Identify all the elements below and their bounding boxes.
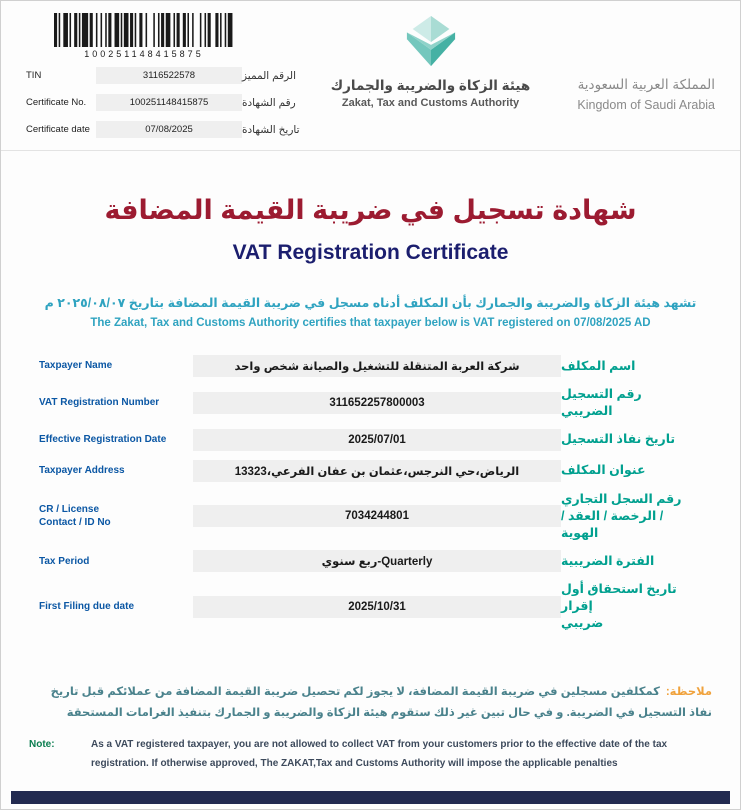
certificate-date-label-ar: تاريخ الشهادة: [242, 123, 300, 136]
authority-name-ar: هيئة الزكاة والضريبة والجمارك: [330, 78, 531, 93]
cr-license-value: 7034244801: [193, 505, 561, 527]
first-filing-label-ar: [561, 581, 702, 632]
kingdom-name-en: Kingdom of Saudi Arabia: [577, 98, 715, 112]
field-row-cr-license: [39, 491, 702, 542]
first-filing-value: 2025/10/31: [193, 596, 561, 618]
address-label-en: Taxpayer Address: [39, 465, 125, 476]
field-row-effective-registration-date: [39, 429, 702, 451]
note-ar: [29, 682, 712, 723]
cr-license-label-en: [39, 503, 185, 530]
tax-period-label-en: Tax Period: [39, 555, 90, 567]
footer-bar: [11, 791, 730, 804]
note-label-en: Note:: [29, 739, 55, 751]
certificate-date-value: 07/08/2025: [96, 121, 242, 138]
kingdom-name-ar: المملكة العربية السعودية: [577, 77, 715, 92]
field-row-taxpayer-name: [39, 355, 702, 377]
first-filing-label-ar-line1: تاريخ استحقاق أول إقرار: [561, 582, 677, 614]
meta-row-certificate-no: [26, 94, 328, 111]
certificate-no-label-ar: رقم الشهادة: [242, 96, 296, 109]
cr-license-label-en-line2: Contact / ID No: [39, 517, 111, 529]
certification-statement-ar: تشهد هيئة الزكاة والضريبة والجمارك بأن المكلف أدناه مسجل في ضريبة القيمة المضافة بتاريخ ٢٠٢٥/٠٨/٠٧ م: [44, 296, 697, 310]
tin-label-ar: الرقم المميز: [242, 69, 297, 82]
meta-row-certificate-date: [26, 121, 328, 138]
first-filing-label-en: First Filing due date: [39, 600, 135, 612]
address-value: الرياض،حي النرجس،عثمان بن عفان الفرعي،13323: [193, 460, 561, 482]
certificate-title-en: VAT Registration Certificate: [232, 241, 509, 264]
certificate-no-label-en: Certificate No.: [26, 97, 87, 108]
certificate-title-ar: شهادة تسجيل في ضريبة القيمة المضافة: [104, 195, 637, 225]
cr-license-label-en-line1: CR / License: [39, 503, 100, 515]
tin-label-en: TIN: [26, 70, 42, 81]
field-row-taxpayer-address: [39, 460, 702, 482]
cr-license-label-ar-line1: رقم السجل التجاري: [561, 491, 682, 506]
vat-number-value: 311652257800003: [193, 392, 561, 414]
authority-block: [328, 13, 533, 150]
effective-date-label-ar: تاريخ نفاذ التسجيل: [561, 432, 676, 447]
cr-license-label-ar-line2: / الرخصة / العقد / الهوية: [561, 508, 664, 540]
header-meta-block: [26, 13, 328, 150]
certificate-date-label-en: Certificate date: [26, 124, 90, 135]
header: [1, 1, 740, 151]
kingdom-block: [533, 13, 715, 150]
taxpayer-name-value: شركة العربة المتنقلة للتشغيل والصيانة شخص واحد: [193, 355, 561, 377]
barcode: [54, 13, 234, 47]
taxpayer-name-label-en: Taxpayer Name: [39, 360, 113, 372]
note-text-en: As a VAT registered taxpayer, you are not allowed to collect VAT from your customers prior to the effective date of the tax registration. If otherwise approved, The ZAKAT,Tax and Customs Authority will impose the applicable penalties: [91, 739, 668, 770]
first-filing-label-ar-line2: ضريبي: [561, 616, 604, 631]
address-label-ar: عنوان المكلف: [561, 463, 646, 478]
barcode-digits: 100251148415875: [84, 49, 204, 59]
field-row-tax-period: [39, 550, 702, 572]
effective-date-value: 2025/07/01: [193, 429, 561, 451]
taxpayer-name-label-ar: اسم المكلف: [561, 358, 636, 373]
note-text-ar: كمكلفين مسجلين في ضريبة القيمة المضافة، لا يجوز لكم تحصيل ضريبة القيمة المضافة من عملائكم قبل تاريخ نفاذ التسجيل في الضريبة. و في حال تبين غير ذلك ستقوم هيئة الزكاة والضريبة و الجمارك بتنفيذ الغرامات المستحقة: [50, 686, 712, 719]
cr-license-label-ar: [561, 491, 702, 542]
taxpayer-fields: [39, 355, 702, 632]
note-label-ar: ملاحظة:: [665, 686, 712, 698]
vat-number-label-ar: رقم التسجيل الضريبي: [561, 387, 642, 418]
authority-name-en: Zakat, Tax and Customs Authority: [341, 97, 520, 109]
field-row-first-filing-due-date: [39, 581, 702, 632]
certificate-no-value: 100251148415875: [96, 94, 242, 111]
tax-period-value: ربع سنوي-Quarterly: [193, 550, 561, 572]
certification-statement-en: The Zakat, Tax and Customs Authority certifies that taxpayer below is VAT registered on 07/08/2025 AD: [90, 317, 651, 329]
vat-number-label-en: VAT Registration Number: [39, 397, 160, 409]
meta-row-tin: [26, 67, 328, 84]
field-row-vat-registration-number: [39, 386, 702, 420]
zatca-logo-icon: [402, 15, 460, 69]
barcode-block: [54, 13, 234, 59]
tin-value: 3116522578: [96, 67, 242, 84]
effective-date-label-en: Effective Registration Date: [39, 434, 167, 445]
certificate-meta: [26, 67, 328, 138]
note-section: [29, 682, 712, 773]
note-en: [29, 735, 712, 773]
tax-period-label-ar: الفترة الضريبية: [561, 553, 655, 568]
